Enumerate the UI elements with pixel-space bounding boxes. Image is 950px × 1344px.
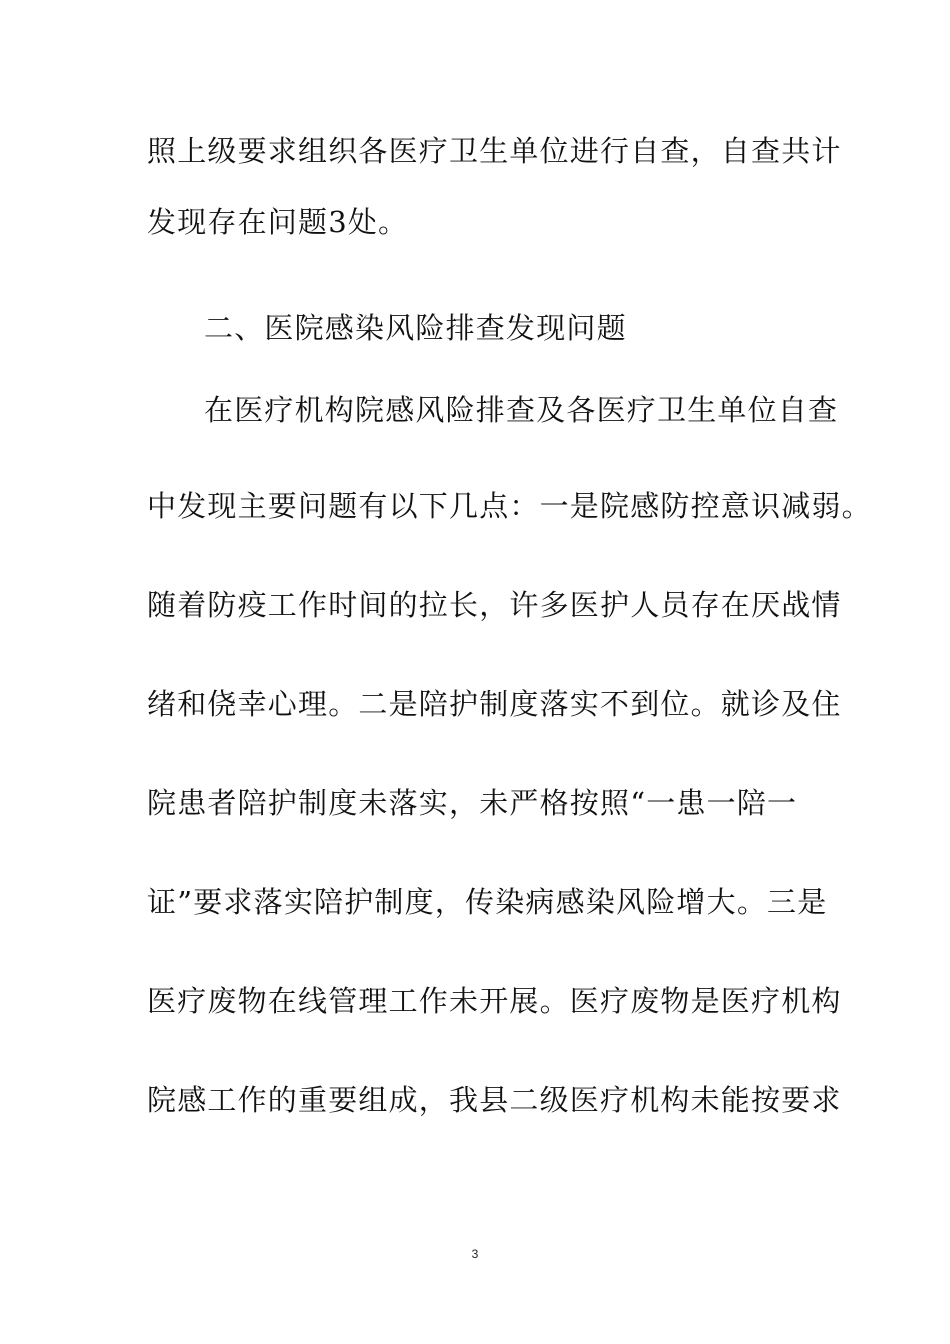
body-line-5: 随着防疫工作时间的拉长，许多医护人员存在厌战情 <box>147 588 842 622</box>
body-line-2: 发现存在问题3处。 <box>147 205 409 239</box>
body-line-7: 院患者陪护制度未落实，未严格按照“一患一陪一 <box>147 786 798 820</box>
body-line-6: 绪和侥幸心理。二是陪护制度落实不到位。就诊及住 <box>147 687 842 721</box>
body-line-10: 院感工作的重要组成，我县二级医疗机构未能按要求 <box>147 1083 842 1117</box>
body-line-1: 照上级要求组织各医疗卫生单位进行自查，自查共计 <box>147 134 842 168</box>
body-line-3: 在医疗机构院感风险排查及各医疗卫生单位自查 <box>204 393 839 427</box>
body-line-9: 医疗废物在线管理工作未开展。医疗废物是医疗机构 <box>147 984 842 1018</box>
section-heading: 二、医院感染风险排查发现问题 <box>204 311 627 345</box>
page-number: 3 <box>471 1247 479 1261</box>
body-line-4: 中发现主要问题有以下几点：一是院感防控意识减弱。 <box>147 489 872 523</box>
body-line-8: 证”要求落实陪护制度，传染病感染风险增大。三是 <box>147 885 828 919</box>
